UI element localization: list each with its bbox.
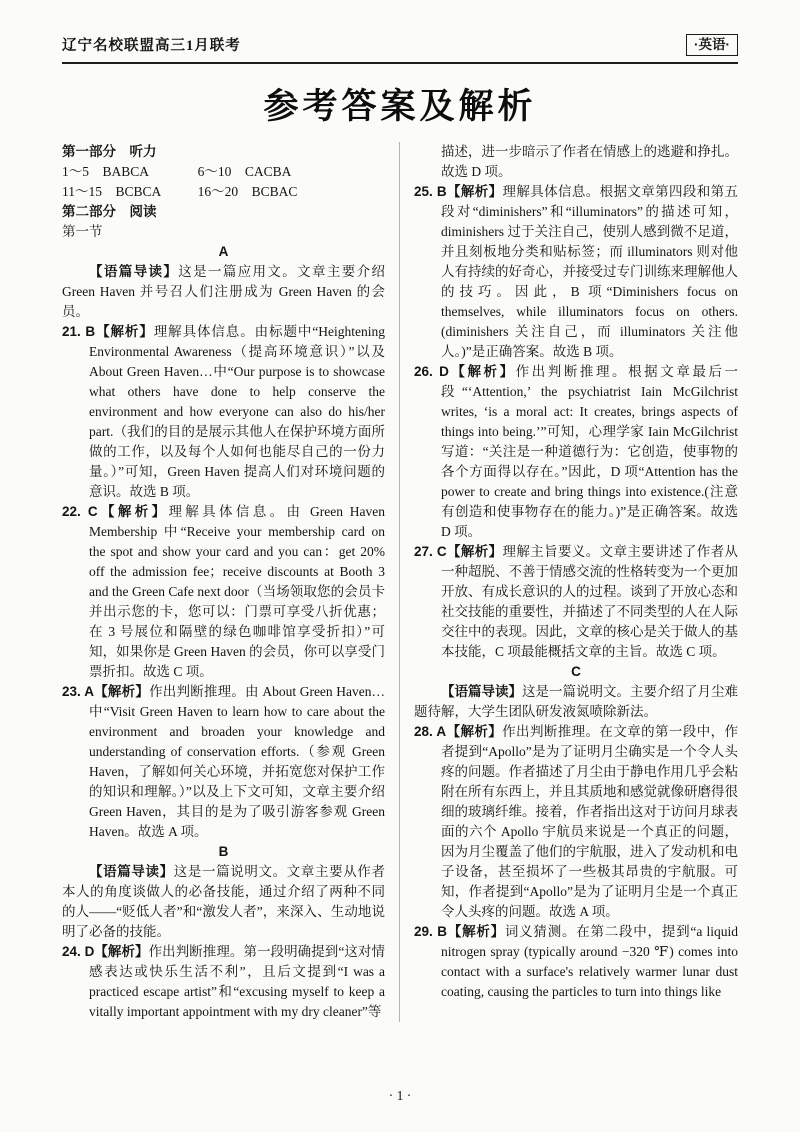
- page-header: [62, 34, 738, 64]
- answer-range: 1～5 BABCA: [62, 164, 150, 179]
- right-column: [400, 142, 738, 1022]
- analysis-item-29: [414, 922, 738, 1002]
- item-number: 23. A: [62, 684, 94, 699]
- analysis-item-27: [414, 542, 738, 662]
- item-number: 21. B: [62, 324, 96, 339]
- analysis-tag: 【解析】: [97, 504, 169, 519]
- analysis-continuation: 描述，进一步暗示了作者在情感上的逃避和挣扎。故选 D 项。: [441, 144, 738, 179]
- analysis-tag: 【解析】: [94, 944, 149, 959]
- analysis-item-22: [62, 502, 385, 682]
- analysis-item-24: [62, 942, 385, 1022]
- exam-title: 辽宁名校联盟高三1月联考: [62, 38, 241, 54]
- item-number: 25. B: [414, 184, 447, 199]
- analysis-text: 理解具体信息。由标题中“Heightening Environmental Awareness（提高环境意识）”以及 About Green Haven…中“Our purpose is to showcase what others have done to help conserve the environment and how everyone can also do his/her part.（我们的目的是展示其他人在保护环境方面所做的工作，以及每个人如何也能尽自己的一份力量。）”可知，Green Haven 提高人们对环境问题的意识。故选 B 项。: [89, 324, 385, 499]
- intro-tag: 【语篇导读】: [441, 684, 522, 699]
- answer-key-row: [62, 182, 385, 202]
- analysis-tag: 【解析】: [448, 364, 516, 379]
- passage-label-a: A: [218, 244, 229, 259]
- intro-text: 这是一篇说明文。文章主要从作者本人的角度谈做人的必备技能，通过介绍了两种不同的人——“贬低人者”和“激发人者”，来深入、生动地说明了必备的技能。: [62, 864, 385, 939]
- left-column: [62, 142, 400, 1022]
- analysis-item-25: [414, 182, 738, 362]
- passage-label-b: B: [218, 844, 229, 859]
- analysis-text: 作出判断推理。由 About Green Haven…中“Visit Green Haven to learn how to care about the environment and broaden your knowledge and understanding of conservation efforts.（参观 Green Haven，了解如何关心环境，并拓宽您对保护工作的知识和理解。）”以及上下文可知，文章主要介绍 Green Haven，其目的是为了吸引游客参观 Green Haven。故选 A 项。: [89, 684, 385, 839]
- analysis-item-26: [414, 362, 738, 542]
- passage-label-c: C: [571, 664, 581, 679]
- passage-intro: [62, 862, 385, 942]
- intro-tag: 【语篇导读】: [89, 264, 179, 279]
- analysis-item-28: [414, 722, 738, 922]
- answer-range: 11～15 BCBCA: [62, 184, 162, 199]
- analysis-item-21: [62, 322, 385, 502]
- page-number: · 1 ·: [388, 1088, 412, 1103]
- item-number: 27. C: [414, 544, 447, 559]
- analysis-tag: 【解析】: [447, 924, 505, 939]
- analysis-text: 作出判断推理。在文章的第一段中，作者提到“Apollo”是为了证明月尘确实是一个令人头疼的问题。作者描述了月尘由于静电作用几乎会粘附在所有东西上，并且其质地和感觉就像研磨得很细的玻璃纤维。接着，作者指出这对于访问月球表面的六个 Apollo 宇航员来说是一个真正的问题，因为月尘覆盖了他们的宇航服，进入了发动机和电子设备，甚至损坏了一些极其昂贵的宇航服。可知，作者提到“Apollo”是为了证明月尘是一个真正令人头疼的问题。故选 A 项。: [441, 724, 738, 919]
- page-title: 参考答案及解析: [263, 87, 537, 126]
- answer-range: 16～20 BCBAC: [197, 184, 298, 199]
- subsection-label: 第一节: [62, 224, 103, 239]
- passage-intro: [62, 262, 385, 322]
- subject-badge: ·英语·: [686, 34, 738, 56]
- intro-text: 这是一篇说明文。主要介绍了月尘难题待解，大学生团队研发液氮喷除新法。: [414, 684, 738, 719]
- analysis-tag: 【解析】: [446, 544, 503, 559]
- item-number: 29. B: [414, 924, 448, 939]
- analysis-tag: 【解析】: [93, 684, 150, 699]
- analysis-text: 词义猜测。在第二段中，提到“a liquid nitrogen spray (typically around −320 ℉) comes into contact with a surface's relatively warmer lunar dust coating, causing the particles to turn into things like: [441, 924, 738, 999]
- analysis-text: 作出判断推理。根据文章最后一段“‘Attention,’ the psychiatrist Iain McGilchrist writes, ‘is a moral act: It creates, brings aspects of things into being.’”可知，心理学家 Iain McGilchrist 写道：“关注是一种道德行为：它创造，使事物的各个方面得以存在。”因此，D 项“Attention has the power to create and bring things into existence.(注意有创造和使事物存在的能力。)”是正确答案。故选 D 项。: [441, 364, 739, 539]
- item-number: 28. A: [414, 724, 447, 739]
- analysis-tag: 【解析】: [446, 184, 503, 199]
- analysis-text: 作出判断推理。第一段明确提到“这对情感表达或快乐生活不利”，且后文提到“I was a practiced escape artist”和“excusing myself to keep a vitally important appointment with my dry cleaner”等: [89, 944, 385, 1019]
- passage-intro: [414, 682, 738, 722]
- analysis-item-23: [62, 682, 385, 842]
- intro-tag: 【语篇导读】: [89, 864, 174, 879]
- section-heading-listening: 第一部分 听力: [62, 144, 157, 159]
- analysis-text: 理解具体信息。根据文章第四段和第五段对“diminishers”和“illuminators”的描述可知，diminishers 过于关注自己，使别人感到微不足道，并且刻板地分类和贴标签；而 illuminators 则对他人有持续的好奇心，并接受过专门训练来理解他人的技巧。因此，B 项“Diminishers focus on themselves, while illuminators focus on others.(diminishers 关注自己，而 illuminators 关注他人。)”是正确答案。故选 B 项。: [441, 184, 738, 359]
- analysis-text: 理解主旨要义。文章主要讲述了作者从一种超脱、不善于情感交流的性格转变为一个更加开放、有成长意识的人的过程。谈到了开放心态和社交技能的重要性，并描述了不同类型的人在人际交往中的表现。因此，文章的核心是关于做人的基本技能，C 项最能概括文章的主旨。故选 C 项。: [441, 544, 738, 659]
- answer-key-row: [62, 162, 385, 182]
- item-number: 26. D: [414, 364, 449, 379]
- analysis-tag: 【解析】: [95, 324, 154, 339]
- section-heading-reading: 第二部分 阅读: [62, 204, 157, 219]
- item-number: 22. C: [62, 504, 98, 519]
- answer-range: 6～10 CACBA: [197, 164, 292, 179]
- analysis-tag: 【解析】: [446, 724, 503, 739]
- item-number: 24. D: [62, 944, 95, 959]
- analysis-text: 理解具体信息。由 Green Haven Membership 中“Receive your membership card on the spot and show your card and you can：get 20% off the admission fee；receive discounts at Booth 3 and the Green Cafe next door（当场领取您的会员卡并出示您的卡，您可以：门票可享受八折优惠；在 3 号展位和隔壁的绿色咖啡馆享受折扣）”可知，如果你是 Green Haven 的会员，你可以享受门票折扣。故选 C 项。: [89, 504, 385, 679]
- two-column-body: [62, 142, 738, 1022]
- intro-text: 这是一篇应用文。文章主要介绍 Green Haven 并号召人们注册成为 Green Haven 的会员。: [62, 264, 386, 319]
